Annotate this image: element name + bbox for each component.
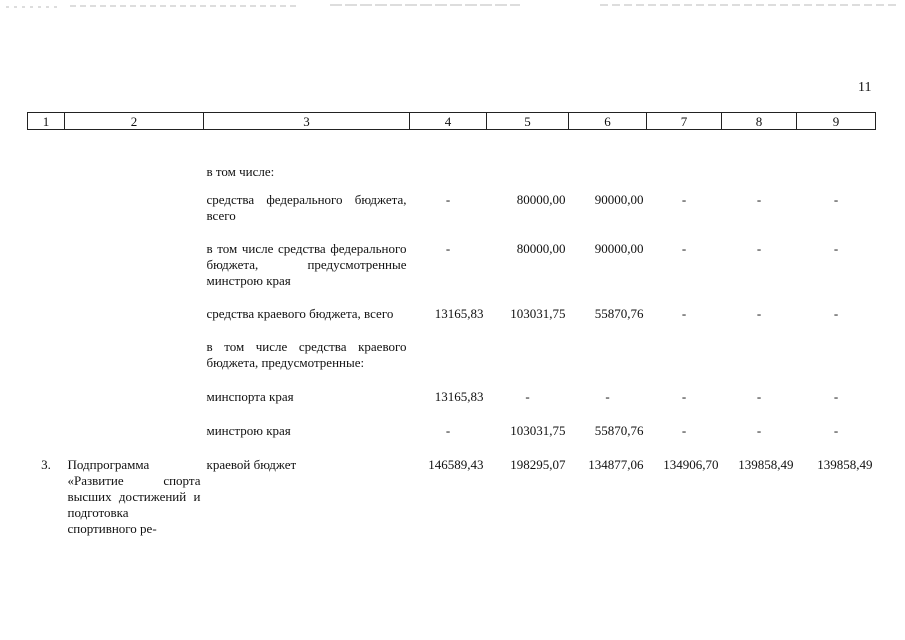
value-cell: -	[681, 423, 687, 438]
column-header: 8	[722, 113, 797, 130]
value-cell: 55870,76	[594, 306, 644, 321]
column-header: 4	[410, 113, 487, 130]
column-header: 7	[647, 113, 722, 130]
value-cell: -	[605, 389, 610, 404]
program-name: Подпрограмма «Развитие спорта высших достижений и подготовка спортивного ре-	[67, 457, 201, 536]
program-name	[65, 371, 204, 405]
value-cell: -	[756, 389, 762, 404]
value-cell	[410, 322, 487, 371]
value-cell	[722, 130, 797, 181]
value-cell	[647, 322, 722, 371]
value-cell: 13165,83	[434, 306, 484, 321]
value-cell: 134877,06	[588, 457, 644, 472]
funding-source: минстрою края	[206, 423, 291, 438]
row-number	[28, 224, 65, 289]
value-cell	[797, 322, 876, 371]
value-cell: -	[681, 192, 687, 207]
program-name	[65, 224, 204, 289]
value-cell: 103031,75	[510, 423, 566, 438]
value-cell: -	[445, 192, 451, 207]
column-header: 2	[65, 113, 204, 130]
row-number	[28, 405, 65, 439]
value-cell: 134906,70	[663, 457, 719, 472]
funding-source: в том числе средства краевого бюджета, предусмотренные:	[206, 339, 407, 370]
value-cell: 80000,00	[516, 241, 566, 256]
column-header: 6	[569, 113, 647, 130]
row-number	[28, 180, 65, 224]
column-header: 9	[797, 113, 876, 130]
funding-source: минспорта края	[206, 389, 294, 404]
value-cell: -	[756, 306, 762, 321]
value-cell	[410, 130, 487, 181]
row-number: 3.	[41, 457, 51, 472]
funding-source: в том числе средства федерального бюджета, предусмотренные минстрою края	[206, 241, 407, 288]
program-name	[65, 130, 204, 181]
column-header: 3	[204, 113, 410, 130]
table-row	[28, 322, 876, 371]
program-name	[65, 180, 204, 224]
value-cell: 55870,76	[594, 423, 644, 438]
funding-source: средства федерального бюджета, всего	[206, 192, 407, 223]
value-cell	[569, 130, 647, 181]
value-cell: -	[445, 423, 451, 438]
value-cell: -	[681, 306, 687, 321]
row-number	[28, 322, 65, 371]
value-cell: 139858,49	[817, 457, 873, 472]
column-header: 1	[28, 113, 65, 130]
value-cell	[797, 130, 876, 181]
value-cell: 80000,00	[516, 192, 566, 207]
funding-source: средства краевого бюджета, всего	[206, 306, 394, 321]
value-cell: -	[833, 389, 839, 404]
table-row	[28, 439, 876, 537]
value-cell: -	[833, 241, 839, 256]
value-cell: -	[445, 241, 451, 256]
table-row	[28, 224, 876, 289]
funding-source: краевой бюджет	[206, 457, 297, 472]
value-cell	[487, 322, 569, 371]
value-cell: -	[756, 192, 762, 207]
value-cell: 146589,43	[428, 457, 484, 472]
table-header-row	[28, 113, 876, 130]
value-cell: 13165,83	[434, 389, 484, 404]
program-name	[65, 289, 204, 322]
value-cell	[647, 130, 722, 181]
value-cell: 103031,75	[510, 306, 566, 321]
table-row	[28, 405, 876, 439]
value-cell: -	[681, 241, 687, 256]
table-row	[28, 289, 876, 322]
value-cell	[722, 322, 797, 371]
row-number	[28, 130, 65, 181]
value-cell: -	[833, 306, 839, 321]
value-cell	[487, 130, 569, 181]
value-cell	[569, 322, 647, 371]
table-row	[28, 371, 876, 405]
value-cell: -	[833, 192, 839, 207]
value-cell: -	[833, 423, 839, 438]
table-row	[28, 130, 876, 181]
value-cell: -	[756, 423, 762, 438]
value-cell: 198295,07	[510, 457, 566, 472]
program-name	[65, 405, 204, 439]
program-name	[65, 322, 204, 371]
value-cell: -	[525, 389, 530, 404]
value-cell: -	[756, 241, 762, 256]
budget-table	[27, 112, 876, 537]
row-number	[28, 371, 65, 405]
scan-artifact-line	[0, 2, 905, 10]
value-cell: 139858,49	[738, 457, 794, 472]
funding-source: в том числе:	[206, 164, 275, 179]
value-cell: -	[681, 389, 687, 404]
value-cell: 90000,00	[594, 192, 644, 207]
row-number	[28, 289, 65, 322]
page-number: 11	[858, 80, 872, 95]
column-header: 5	[487, 113, 569, 130]
table-row	[28, 180, 876, 224]
value-cell: 90000,00	[594, 241, 644, 256]
